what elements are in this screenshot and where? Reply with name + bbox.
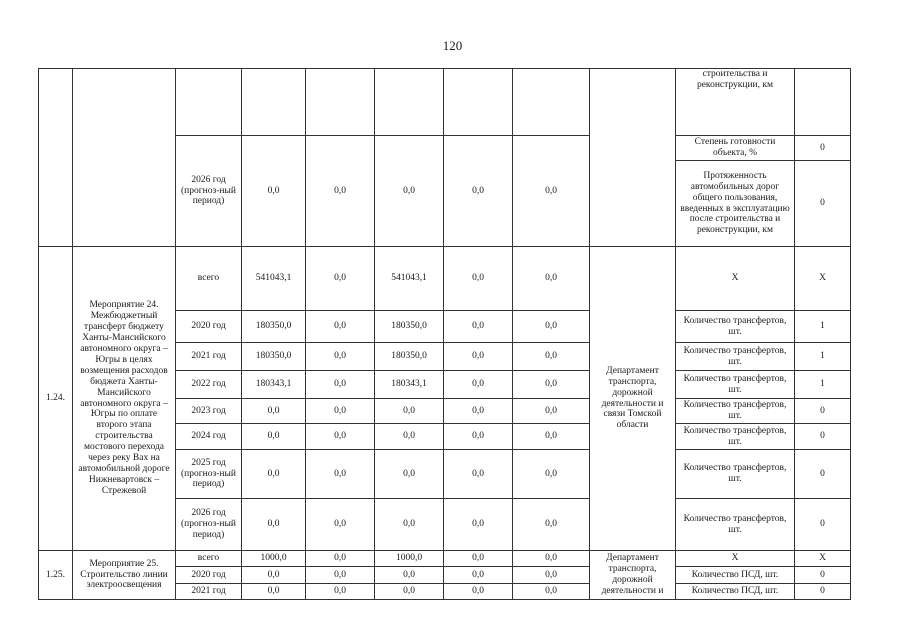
value-cell: 0,0 xyxy=(513,343,590,371)
value-cell: 0,0 xyxy=(306,399,375,424)
table-row xyxy=(39,69,851,136)
value-cell: 0,0 xyxy=(306,499,375,551)
target-cell: 0 xyxy=(795,499,851,551)
indicator-cell: Протяженность автомобильных дорог общего пользования, введенных в эксплуатацию после строительства и реконструкции, км xyxy=(676,161,795,247)
value-cell: 0,0 xyxy=(306,136,375,247)
target-cell: 0 xyxy=(795,567,851,584)
target-cell: Х xyxy=(795,551,851,567)
value-cell: 0,0 xyxy=(242,450,306,499)
year-cell: 2021 год xyxy=(176,584,242,600)
value-cell: 0,0 xyxy=(306,551,375,567)
indicator-cell: Х xyxy=(676,247,795,311)
value-cell: 0,0 xyxy=(444,551,513,567)
value-cell: 541043,1 xyxy=(242,247,306,311)
value-cell: 0,0 xyxy=(513,450,590,499)
year-cell-empty xyxy=(176,69,242,136)
indicator-cell: строительства и реконструкции, км xyxy=(676,69,795,136)
indicator-cell: Х xyxy=(676,551,795,567)
value-cell: 0,0 xyxy=(444,399,513,424)
value-cell: 0,0 xyxy=(513,584,590,600)
year-cell: 2020 год xyxy=(176,567,242,584)
indicator-cell: Количество трансфертов, шт. xyxy=(676,450,795,499)
page-number: 120 xyxy=(442,38,463,53)
indicator-cell: Степень готовности объекта, % xyxy=(676,136,795,161)
value-cell: 180350,0 xyxy=(375,311,444,343)
value-cell: 0,0 xyxy=(242,567,306,584)
indicator-cell: Количество трансфертов, шт. xyxy=(676,343,795,371)
value-cell: 0,0 xyxy=(306,584,375,600)
value-cell: 0,0 xyxy=(242,499,306,551)
value-cell: 0,0 xyxy=(375,399,444,424)
value-cell: 0,0 xyxy=(444,247,513,311)
target-cell: 0 xyxy=(795,450,851,499)
item-number: 1.25. xyxy=(39,551,73,600)
value-cell: 0,0 xyxy=(306,247,375,311)
description-cell-empty xyxy=(73,69,176,247)
item-description: Мероприятие 25. Строительство линии электроосвещения xyxy=(73,551,176,600)
year-cell: всего xyxy=(176,551,242,567)
value-cell: 0,0 xyxy=(444,371,513,399)
value-cell: 0,0 xyxy=(444,424,513,450)
value-cell: 0,0 xyxy=(513,247,590,311)
value-cell: 541043,1 xyxy=(375,247,444,311)
value-cell: 1000,0 xyxy=(375,551,444,567)
year-cell: 2025 год (прогноз-ный период) xyxy=(176,450,242,499)
value-cell: 0,0 xyxy=(444,450,513,499)
number-cell-empty xyxy=(39,69,73,247)
value-cell: 180343,1 xyxy=(242,371,306,399)
executor-cell: Департамент транспорта, дорожной деятельности и xyxy=(590,551,676,600)
program-table xyxy=(38,68,851,600)
indicator-cell: Количество ПСД, шт. xyxy=(676,584,795,600)
executor-cell-empty xyxy=(590,69,676,247)
year-cell: 2023 год xyxy=(176,399,242,424)
value-cell: 0,0 xyxy=(444,311,513,343)
value-cell: 180350,0 xyxy=(242,311,306,343)
target-cell: 0 xyxy=(795,136,851,161)
value-cell: 0,0 xyxy=(306,567,375,584)
value-cell: 0,0 xyxy=(375,499,444,551)
value-cell: 0,0 xyxy=(513,424,590,450)
year-cell: 2026 год (прогноз-ный период) xyxy=(176,136,242,247)
value-cell: 0,0 xyxy=(444,343,513,371)
item-description: Мероприятие 24. Межбюджетный трансферт бюджету Ханты-Мансийского автономного округа – Югры в целях возмещения расходов бюджета Ханты-Мансийского автономного округа – Югры по оплате второго этапа строительства мостового перехода через реку Вах на автомобильной дороге Нижневартовск – Стрежевой xyxy=(73,247,176,551)
value-cell: 0,0 xyxy=(375,424,444,450)
value-cell: 0,0 xyxy=(513,136,590,247)
target-cell: Х xyxy=(795,247,851,311)
indicator-cell: Количество трансфертов, шт. xyxy=(676,311,795,343)
value-cell: 0,0 xyxy=(444,499,513,551)
year-cell: 2024 год xyxy=(176,424,242,450)
year-cell: 2020 год xyxy=(176,311,242,343)
value-cell: 0,0 xyxy=(306,343,375,371)
year-cell: всего xyxy=(176,247,242,311)
target-cell: 0 xyxy=(795,399,851,424)
indicator-cell: Количество трансфертов, шт. xyxy=(676,424,795,450)
value-cell: 0,0 xyxy=(513,371,590,399)
indicator-cell: Количество трансфертов, шт. xyxy=(676,371,795,399)
value-cell: 0,0 xyxy=(242,399,306,424)
target-cell: 1 xyxy=(795,371,851,399)
target-cell: 0 xyxy=(795,584,851,600)
value-cell: 0,0 xyxy=(242,424,306,450)
value-cell: 0,0 xyxy=(306,371,375,399)
value-cell: 0,0 xyxy=(513,551,590,567)
target-cell: 0 xyxy=(795,161,851,247)
value-cell: 0,0 xyxy=(306,311,375,343)
target-cell: 1 xyxy=(795,311,851,343)
value-cell: 0,0 xyxy=(513,567,590,584)
indicator-cell: Количество ПСД, шт. xyxy=(676,567,795,584)
value-cell: 0,0 xyxy=(375,584,444,600)
table-row xyxy=(39,247,851,311)
value-cell: 0,0 xyxy=(375,136,444,247)
value-cell: 0,0 xyxy=(444,136,513,247)
table-row xyxy=(39,551,851,567)
value-cell: 180350,0 xyxy=(375,343,444,371)
value-cell: 0,0 xyxy=(513,499,590,551)
indicator-cell: Количество трансфертов, шт. xyxy=(676,499,795,551)
value-cell: 0,0 xyxy=(375,567,444,584)
value-cell: 0,0 xyxy=(513,399,590,424)
year-cell: 2021 год xyxy=(176,343,242,371)
value-cell: 180343,1 xyxy=(375,371,444,399)
value-cell: 0,0 xyxy=(375,450,444,499)
year-cell: 2022 год xyxy=(176,371,242,399)
value-cell: 0,0 xyxy=(306,450,375,499)
value-cell: 0,0 xyxy=(306,424,375,450)
value-cell: 0,0 xyxy=(513,311,590,343)
target-cell: 1 xyxy=(795,343,851,371)
value-cell: 0,0 xyxy=(444,584,513,600)
value-cell: 0,0 xyxy=(444,567,513,584)
value-cell: 1000,0 xyxy=(242,551,306,567)
indicator-cell: Количество трансфертов, шт. xyxy=(676,399,795,424)
value-cell: 180350,0 xyxy=(242,343,306,371)
value-cell: 0,0 xyxy=(242,136,306,247)
year-cell: 2026 год (прогноз-ный период) xyxy=(176,499,242,551)
target-cell: 0 xyxy=(795,424,851,450)
executor-cell: Департамент транспорта, дорожной деятельности и связи Томской области xyxy=(590,247,676,551)
item-number: 1.24. xyxy=(39,247,73,551)
value-cell: 0,0 xyxy=(242,584,306,600)
